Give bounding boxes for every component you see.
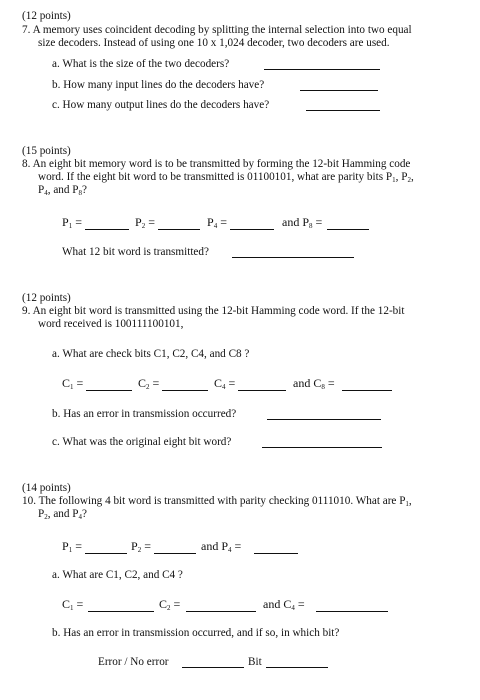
q10b-label: b. Has an error in transmission occurred, and if so, in which bit? bbox=[52, 627, 340, 639]
q9b-answer-blank[interactable] bbox=[267, 409, 381, 420]
q10-c1-blank[interactable] bbox=[88, 601, 154, 612]
q9a-label: a. What are check bits C1, C2, C4, and C8 ? bbox=[52, 348, 250, 360]
q9c-answer-blank[interactable] bbox=[262, 437, 382, 448]
q8-p4-blank[interactable] bbox=[230, 219, 274, 230]
q10-error-blank[interactable] bbox=[182, 657, 244, 668]
q9-c2-blank[interactable] bbox=[162, 380, 208, 391]
q10-c4-label: and $C_4$ = bbox=[263, 597, 305, 612]
q9b-label: b. Has an error in transmission occurred? bbox=[52, 408, 237, 420]
q9-c8-label: and $C_8$ = bbox=[293, 376, 335, 391]
q7-stem-line1: 7. A memory uses coincident decoding by splitting the internal selection into two equal bbox=[22, 24, 412, 36]
q9-c8-blank[interactable] bbox=[342, 380, 392, 391]
q9-points: (12 points) bbox=[22, 292, 71, 304]
q10a-label: a. What are C1, C2, and C4 ? bbox=[52, 569, 183, 581]
q10-p4-blank[interactable] bbox=[254, 543, 298, 554]
q8-points: (15 points) bbox=[22, 145, 71, 157]
q8-p4-label: $P_4$ = bbox=[207, 215, 227, 230]
q8-p1-blank[interactable] bbox=[85, 219, 129, 230]
q9-c2-label: $C_2$ = bbox=[138, 376, 160, 391]
q10-p1-label: $P_1$ = bbox=[62, 539, 82, 554]
q8-stem-line2: word. If the eight bit word to be transmitted is 01100101, what are parity bits $P_1$, $P_2$, bbox=[38, 171, 414, 184]
q7b-label: b. How many input lines do the decoders have? bbox=[52, 79, 265, 91]
q8-stem-line3: $P_4$, and $P_8$? bbox=[38, 184, 87, 197]
q7c-answer-blank[interactable] bbox=[306, 100, 380, 111]
q9-c4-label: $C_4$ = bbox=[214, 376, 236, 391]
q9-c1-label: $C_1$ = bbox=[62, 376, 84, 391]
q10-p2-blank[interactable] bbox=[154, 543, 196, 554]
q10-stem-line2: $P_2$, and $P_4$? bbox=[38, 508, 87, 521]
q9-c1-blank[interactable] bbox=[86, 380, 132, 391]
q7a-row bbox=[52, 58, 229, 71]
q10-p4-label: and $P_4$ = bbox=[201, 539, 242, 554]
q8-p2-label: $P_2$ = bbox=[135, 215, 155, 230]
q10-points: (14 points) bbox=[22, 482, 71, 494]
q10-error-label: Error / No error bbox=[98, 656, 169, 668]
q10-bit-label: Bit bbox=[248, 656, 262, 668]
q7b-answer-blank[interactable] bbox=[300, 80, 378, 91]
q8-p8-blank[interactable] bbox=[327, 219, 369, 230]
q10-stem-line1: 10. The following 4 bit word is transmitted with parity checking 0111010. What are $P_1$, bbox=[22, 495, 412, 508]
q10-p1-blank[interactable] bbox=[85, 543, 127, 554]
q7c-row bbox=[52, 99, 269, 112]
q9c-label: c. What was the original eight bit word? bbox=[52, 436, 232, 448]
q8-p8-label: and $P_8$ = bbox=[282, 215, 323, 230]
q7c-label: c. How many output lines do the decoders have? bbox=[52, 99, 270, 111]
q9-stem-line2: word received is 100111100101, bbox=[38, 318, 184, 330]
q8-stem-line1: 8. An eight bit memory word is to be transmitted by forming the 12-bit Hamming code bbox=[22, 158, 411, 170]
q9-stem-line1: 9. An eight bit word is transmitted using the 12-bit Hamming code word. If the 12-bit bbox=[22, 305, 405, 317]
q10-c2-blank[interactable] bbox=[186, 601, 256, 612]
q7b-row bbox=[52, 79, 264, 92]
q8-word-question: What 12 bit word is transmitted? bbox=[62, 246, 209, 258]
q7a-label: a. What is the size of the two decoders? bbox=[52, 58, 230, 70]
q8-p1-label: $P_1$ = bbox=[62, 215, 82, 230]
q9-c4-blank[interactable] bbox=[238, 380, 286, 391]
q10-bit-blank[interactable] bbox=[266, 657, 328, 668]
q7-points: (12 points) bbox=[22, 10, 71, 22]
q7a-answer-blank[interactable] bbox=[264, 59, 380, 70]
q8-word-blank[interactable] bbox=[232, 247, 354, 258]
q8-p2-blank[interactable] bbox=[158, 219, 200, 230]
q10-c4-blank[interactable] bbox=[316, 601, 388, 612]
q10-c1-label: $C_1$ = bbox=[62, 597, 84, 612]
q10-c2-label: $C_2$ = bbox=[159, 597, 181, 612]
q10-p2-label: $P_2$ = bbox=[131, 539, 151, 554]
q7-stem-line2: size decoders. Instead of using one 10 x 1,024 decoder, two decoders are used. bbox=[38, 37, 390, 49]
